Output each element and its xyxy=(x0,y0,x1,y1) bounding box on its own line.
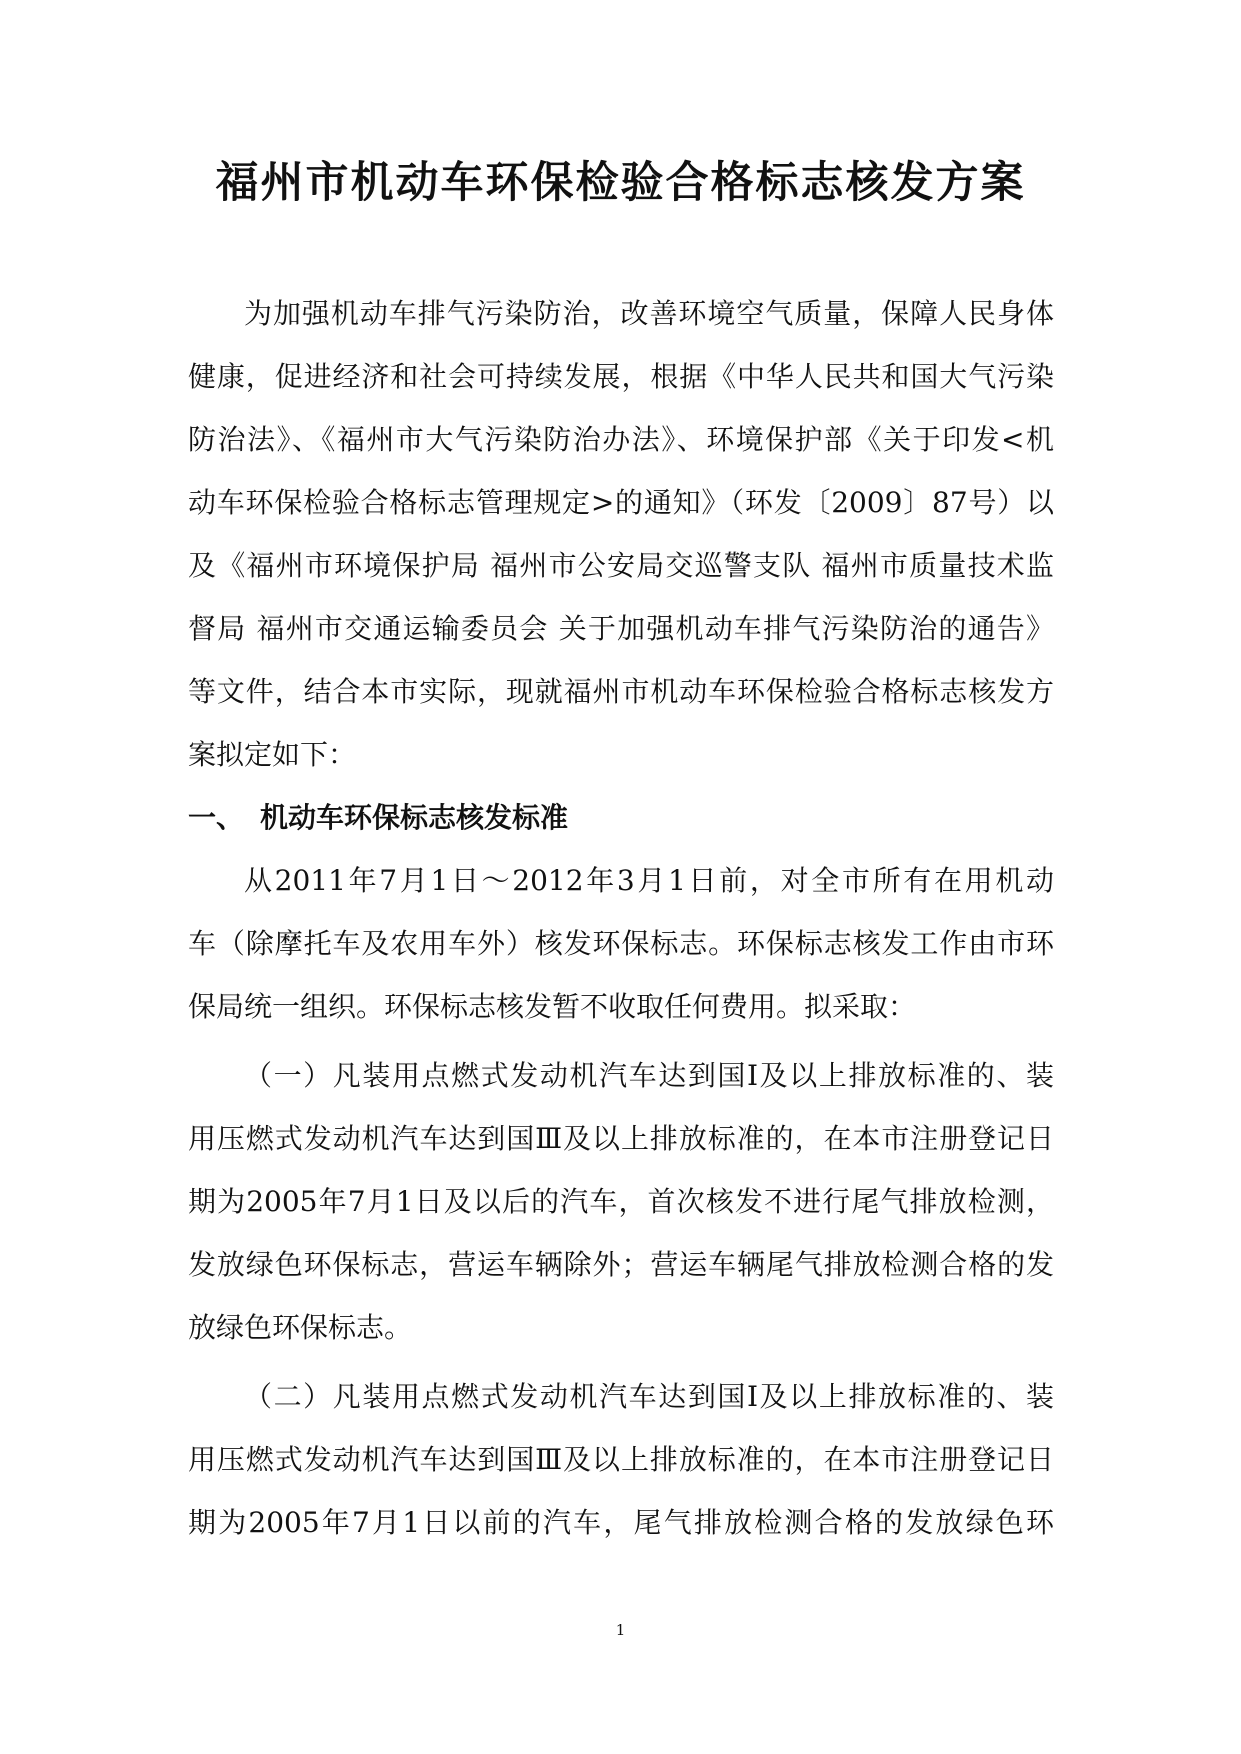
document-body xyxy=(188,282,1054,1554)
section-heading-text: 机动车环保标志核发标准 xyxy=(260,801,569,834)
item-line: 期为2005年7月1日以前的汽车，尾气排放检测合格的发放绿色环 xyxy=(188,1506,1054,1539)
item-line: 用压燃式发动机汽车达到国Ⅲ及以上排放标准的，在本市注册登记日 xyxy=(188,1443,1054,1476)
intro-line: 等文件，结合本市实际，现就福州市机动车环保检验合格标志核发方 xyxy=(188,675,1054,708)
intro-line: 及《福州市环境保护局 福州市公安局交巡警支队 福州市质量技术监 xyxy=(188,549,1054,582)
intro-line: 动车环保检验合格标志管理规定>的通知》（环发〔2009〕87号）以 xyxy=(188,486,1054,519)
intro-line: 案拟定如下： xyxy=(188,738,357,771)
item-line: （一）凡装用点燃式发动机汽车达到国Ⅰ及以上排放标准的、装 xyxy=(244,1059,1054,1092)
intro-line: 健康，促进经济和社会可持续发展，根据《中华人民共和国大气污染 xyxy=(188,360,1054,393)
item-line: 期为2005年7月1日及以后的汽车，首次核发不进行尾气排放检测， xyxy=(188,1185,1054,1218)
item-line: 发放绿色环保标志，营运车辆除外；营运车辆尾气排放检测合格的发 xyxy=(188,1248,1054,1281)
intro-line: 防治法》、《福州市大气污染防治办法》、环境保护部《关于印发<机 xyxy=(188,423,1054,456)
item-line: 用压燃式发动机汽车达到国Ⅲ及以上排放标准的，在本市注册登记日 xyxy=(188,1122,1054,1155)
paragraph-line: 车（除摩托车及农用车外）核发环保标志。环保标志核发工作由市环 xyxy=(188,927,1054,960)
intro-line: 为加强机动车排气污染防治，改善环境空气质量，保障人民身体 xyxy=(244,297,1054,330)
section-number: 一、 xyxy=(188,801,245,834)
paragraph-line: 保局统一组织。环保标志核发暂不收取任何费用。拟采取： xyxy=(188,990,917,1023)
list-item-2 xyxy=(188,1365,1054,1554)
list-item-1 xyxy=(188,1044,1054,1359)
paragraph-line: 从2011年7月1日～2012年3月1日前，对全市所有在用机动 xyxy=(244,864,1054,897)
section-heading xyxy=(188,786,1054,849)
intro-line: 督局 福州市交通运输委员会 关于加强机动车排气污染防治的通告》 xyxy=(188,612,1054,645)
intro-paragraph xyxy=(188,282,1054,786)
section-paragraph xyxy=(188,849,1054,1038)
item-line: （二）凡装用点燃式发动机汽车达到国Ⅰ及以上排放标准的、装 xyxy=(244,1380,1054,1413)
item-line: 放绿色环保标志。 xyxy=(188,1311,413,1344)
page-number: 1 xyxy=(615,1621,626,1639)
document-title: 福州市机动车环保检验合格标志核发方案 xyxy=(215,158,1026,208)
